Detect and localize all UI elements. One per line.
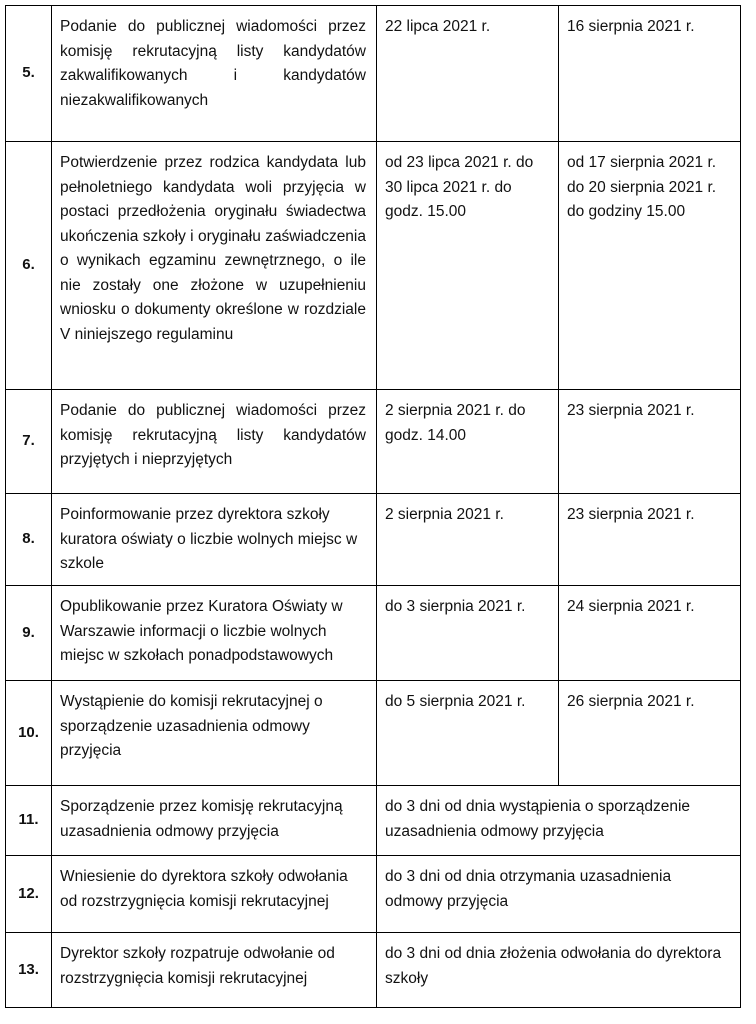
- step-description: Wystąpienie do komisji rekrutacyjnej o sporządzenie uzasadnienia odmowy przyjęcia: [52, 681, 377, 786]
- row-number: 10.: [6, 681, 52, 786]
- deadline-first-round: do 5 sierpnia 2021 r.: [377, 681, 559, 786]
- step-description: Opublikowanie przez Kuratora Oświaty w Warszawie informacji o liczbie wolnych miejsc w szkołach ponadpodstawowych: [52, 586, 377, 681]
- row-number: 7.: [6, 390, 52, 494]
- step-description: Podanie do publicznej wiadomości przez komisję rekrutacyjną listy kandydatów przyjętych i nieprzyjętych: [52, 390, 377, 494]
- deadline-merged: do 3 dni od dnia otrzymania uzasadnienia odmowy przyjęcia: [377, 856, 741, 933]
- deadline-supplementary: 16 sierpnia 2021 r.: [559, 6, 741, 142]
- table-row: [6, 6, 741, 142]
- row-number: 5.: [6, 6, 52, 142]
- row-number: 11.: [6, 786, 52, 856]
- table-row: [6, 933, 741, 1008]
- step-description: Potwierdzenie przez rodzica kandydata lub pełnoletniego kandydata woli przyjęcia w postaci przedłożenia oryginału świadectwa ukończenia szkoły i oryginału zaświadczenia o wynikach egzaminu zewnętrznego, o ile nie zostały one złożone w uzupełnieniu wniosku o dokumenty określone w rozdziale V niniejszego regulaminu: [52, 142, 377, 390]
- deadline-supplementary: 23 sierpnia 2021 r.: [559, 494, 741, 586]
- step-description: Dyrektor szkoły rozpatruje odwołanie od rozstrzygnięcia komisji rekrutacyjnej: [52, 933, 377, 1008]
- row-number: 12.: [6, 856, 52, 933]
- table-row: [6, 142, 741, 390]
- table-row: [6, 494, 741, 586]
- deadline-first-round: 22 lipca 2021 r.: [377, 6, 559, 142]
- step-description: Podanie do publicznej wiadomości przez komisję rekrutacyjną listy kandydatów zakwalifikowanych i kandydatów niezakwalifikowanych: [52, 6, 377, 142]
- deadline-merged: do 3 dni od dnia złożenia odwołania do dyrektora szkoły: [377, 933, 741, 1008]
- deadline-supplementary: od 17 sierpnia 2021 r. do 20 sierpnia 2021 r. do godziny 15.00: [559, 142, 741, 390]
- step-description: Wniesienie do dyrektora szkoły odwołania od rozstrzygnięcia komisji rekrutacyjnej: [52, 856, 377, 933]
- deadline-first-round: od 23 lipca 2021 r. do 30 lipca 2021 r. do godz. 15.00: [377, 142, 559, 390]
- table-row: [6, 586, 741, 681]
- row-number: 13.: [6, 933, 52, 1008]
- table-row: [6, 390, 741, 494]
- step-description: Sporządzenie przez komisję rekrutacyjną uzasadnienia odmowy przyjęcia: [52, 786, 377, 856]
- deadline-supplementary: 23 sierpnia 2021 r.: [559, 390, 741, 494]
- row-number: 6.: [6, 142, 52, 390]
- step-description: Poinformowanie przez dyrektora szkoły kuratora oświaty o liczbie wolnych miejsc w szkole: [52, 494, 377, 586]
- deadline-first-round: do 3 sierpnia 2021 r.: [377, 586, 559, 681]
- deadline-merged: do 3 dni od dnia wystąpienia o sporządzenie uzasadnienia odmowy przyjęcia: [377, 786, 741, 856]
- row-number: 8.: [6, 494, 52, 586]
- table-row: [6, 786, 741, 856]
- table-row: [6, 856, 741, 933]
- deadline-first-round: 2 sierpnia 2021 r. do godz. 14.00: [377, 390, 559, 494]
- row-number: 9.: [6, 586, 52, 681]
- deadline-first-round: 2 sierpnia 2021 r.: [377, 494, 559, 586]
- table-row: [6, 681, 741, 786]
- recruitment-schedule-table: [5, 5, 741, 1008]
- deadline-supplementary: 24 sierpnia 2021 r.: [559, 586, 741, 681]
- deadline-supplementary: 26 sierpnia 2021 r.: [559, 681, 741, 786]
